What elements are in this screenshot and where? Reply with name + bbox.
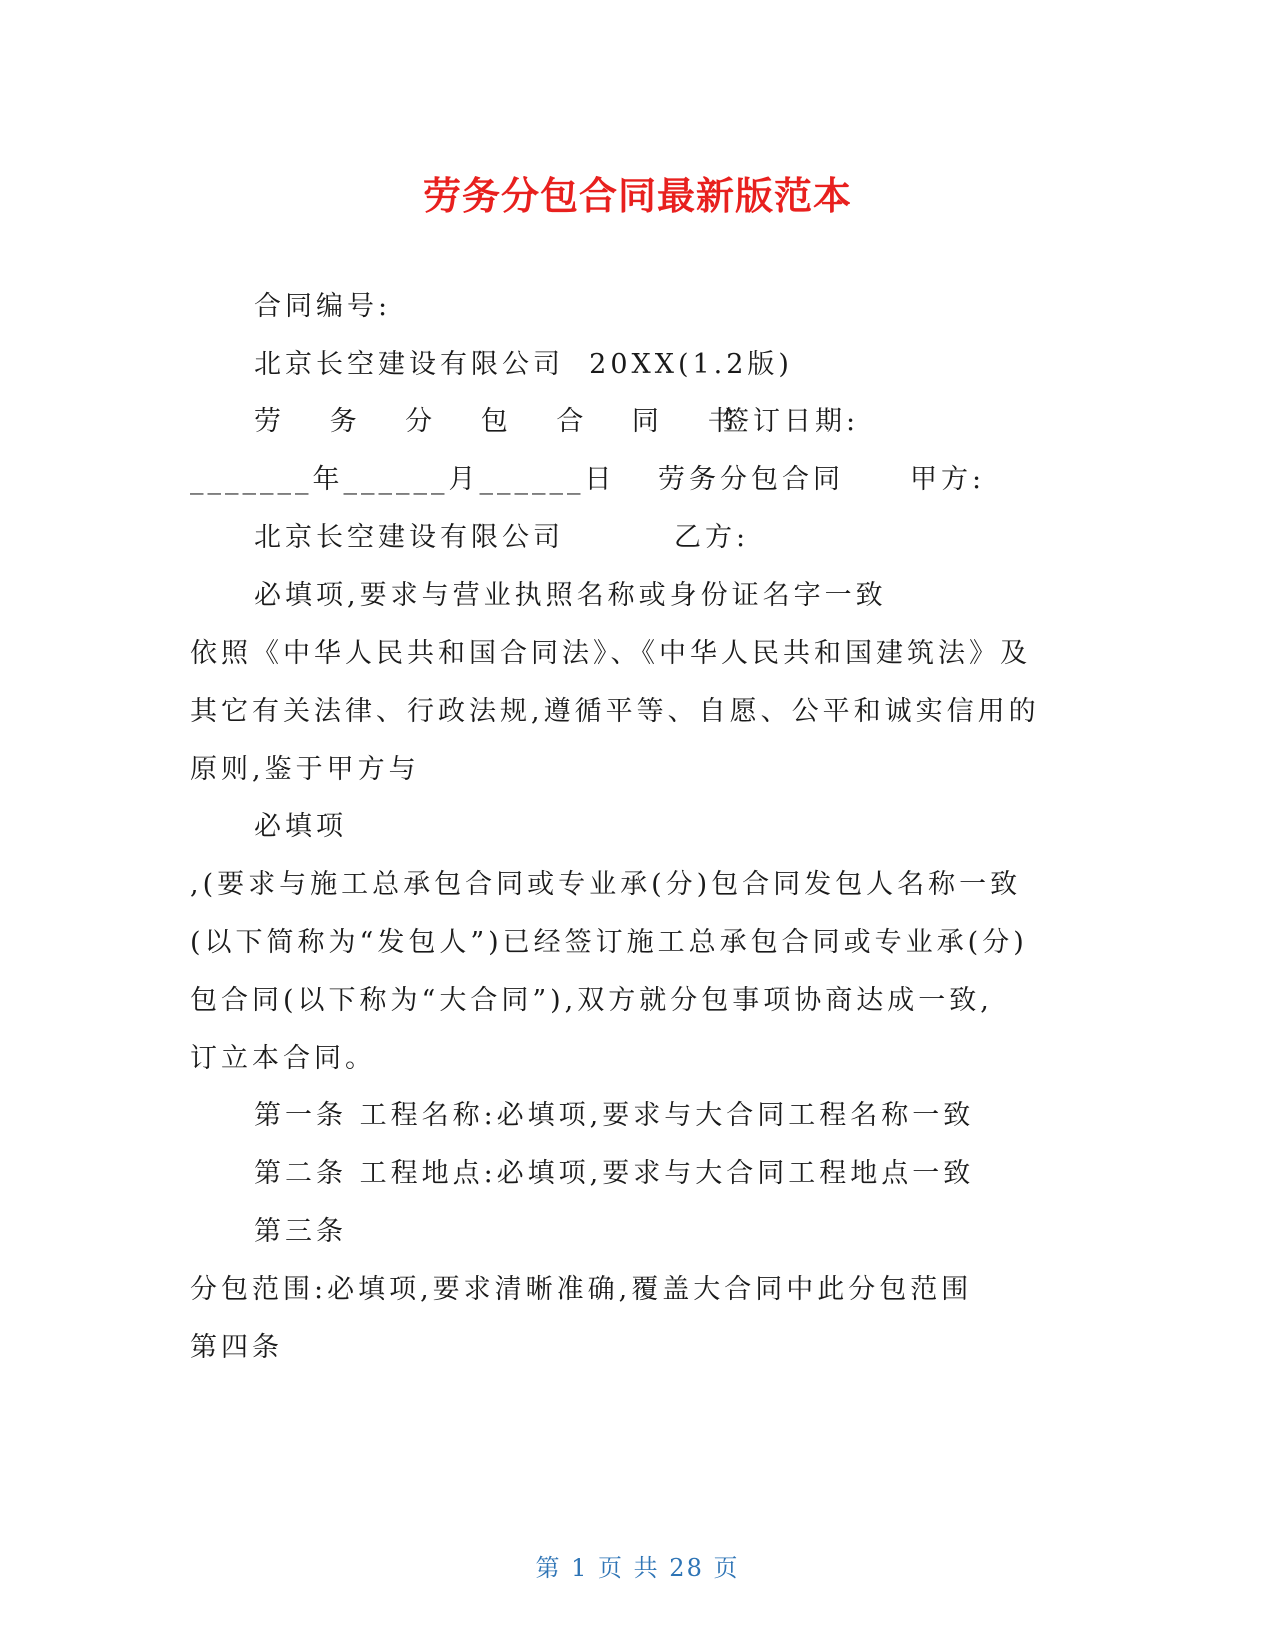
requirement-line-3: 包合同(以下称为“大合同”),双方就分包事项协商达成一致, <box>190 985 993 1016</box>
contract-number-label: 合同编号: <box>254 291 392 322</box>
party-b-label: 乙方: <box>674 522 750 553</box>
company-version-line: 北京长空建设有限公司 20XX(1.2版) <box>254 349 793 380</box>
required-name-note: 必填项,要求与营业执照名称或身份证名字一致 <box>254 580 887 611</box>
basis-line-3: 原则,鉴于甲方与 <box>190 754 420 785</box>
article-4: 第四条 <box>190 1332 283 1363</box>
requirement-line-4: 订立本合同。 <box>190 1043 376 1074</box>
party-a-label: 甲方: <box>910 464 986 495</box>
document-title: 劳务分包合同最新版范本 <box>422 174 852 218</box>
date-blanks: _______年______月______日 <box>190 464 616 495</box>
article-3: 第三条 <box>254 1216 347 1247</box>
sign-date-label: 签订日期: <box>722 406 860 437</box>
basis-line-1: 依照《中华人民共和国合同法》、《中华人民共和国建筑法》及 <box>190 638 1031 669</box>
basis-line-2: 其它有关法律、行政法规,遵循平等、自愿、公平和诚实信用的 <box>190 696 1040 727</box>
required-field-label: 必填项 <box>254 811 347 842</box>
scope-line: 分包范围:必填项,要求清晰准确,覆盖大合同中此分包范围 <box>190 1274 973 1305</box>
contract-book-title: 劳 务 分 包 合 同 书 <box>254 406 755 437</box>
requirement-line-1: ,(要求与施工总承包合同或专业承(分)包合同发包人名称一致 <box>190 869 1022 900</box>
requirement-line-2: (以下简称为“发包人”)已经签订施工总承包合同或专业承(分) <box>190 927 1028 958</box>
contract-name: 劳务分包合同 <box>658 464 844 495</box>
article-2: 第二条 工程地点:必填项,要求与大合同工程地点一致 <box>254 1158 975 1189</box>
party-a-name: 北京长空建设有限公司 <box>254 522 564 553</box>
article-1: 第一条 工程名称:必填项,要求与大合同工程名称一致 <box>254 1100 975 1131</box>
page-number-footer: 第 1 页 共 28 页 <box>535 1554 740 1582</box>
